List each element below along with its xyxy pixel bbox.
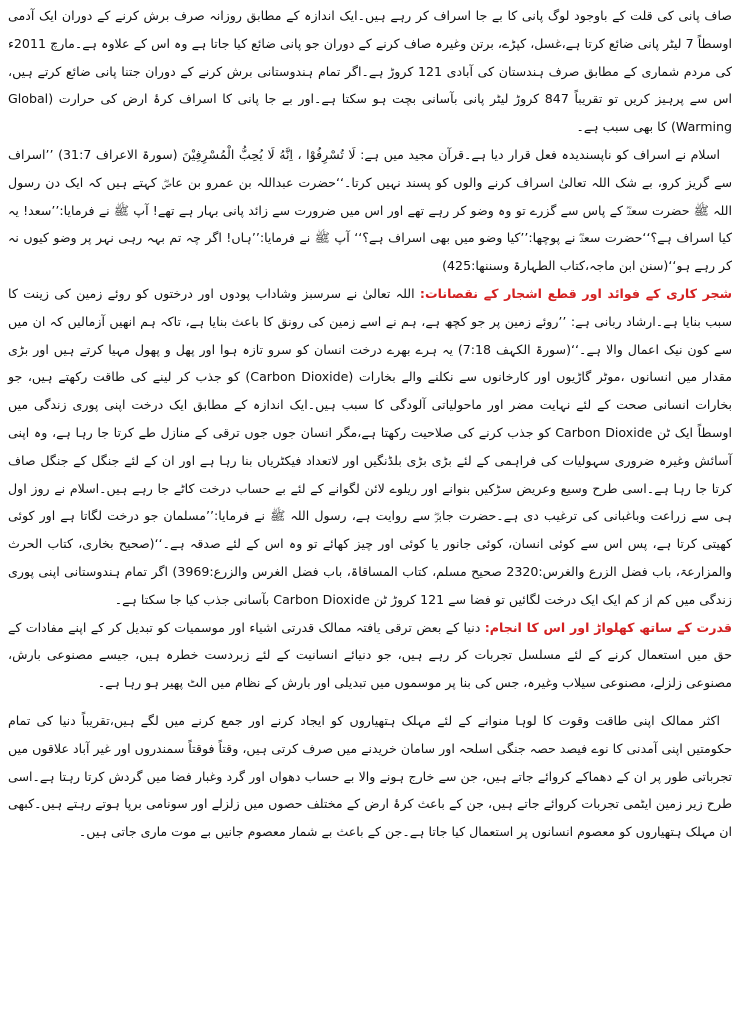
paragraph-trees-benefits: [8, 280, 732, 614]
paragraph-weapons: اکثر ممالک اپنی طاقت وقوت کا لوہا منوانے کے لئے مہلک ہتھیاروں کو ایجاد کرنے اور جمع کرنے میں لگے ہیں،تقریباً دنیا کی تمام حکومتیں اپنی آمدنی کا نوے فیصد حصہ جنگی اسلحہ اور سامان خریدنے میں صرف کرتی ہیں، وقتاً فوقتاً سمندروں اور غیر آباد علاقوں میں تجرباتی طور پر ان کے دھماکے کروائے جاتے ہیں، جن سے خارج ہونے والا بے حساب دھواں اور گرد وغبار فضا میں گردش کرتا رہتا ہے۔اسی طرح زیر زمین ایٹمی تجربات کروائے جاتے ہیں، جن کے باعث کرۂ ارض کے مختلف حصوں میں زلزلے اور سونامی برپا ہوتے رہتے ہیں۔کبھی ان مہلک ہتھیاروں کو معصوم انسانوں پر استعمال کیا جاتا ہے۔جن کے باعث بے شمار معصوم جانیں بے موت ماری جاتی ہیں۔: [8, 712, 732, 840]
paragraph-water-statistics: صاف پانی کی قلت کے باوجود لوگ پانی کا بے جا اسراف کر رہے ہیں۔ایک اندازہ کے مطابق روزانہ صرف برش کرنے کے دوران ایک آدمی اوسطاً 7 لیٹر پانی ضائع کرتا ہے،غسل، کپڑے، برتن وغیرہ صاف کرنے کے دوران جو پانی ضائع کیا جاتا ہے وہ اس کے علاوہ ہے۔مارچ 2011ء کی مردم شماری کے مطابق صرف ہندستان کی آبادی 121 کروڑ ہے۔اگر تمام ہندوستانی برش کرنے کے دوران جتنا پانی ضائع کرتے ہیں، اس سے پرہیز کریں تو تقریباً 847 کروڑ لیٹر پانی بآسانی بچت ہو سکتا ہے۔اور بے جا پانی کا اسراف کرۂ ارض کی حرارت (Global Warming) کا بھی سبب ہے۔: [8, 8, 732, 135]
paragraph-islam-on-waste: اسلام نے اسراف کو ناپسندیدہ فعل قرار دیا ہے۔قرآن مجید میں ہے: لَا تُسْرِفُوْا ، اِنَّهُ لَا يُحِبُّ الْمُسْرِفِيْنَ (سورۃ الاعراف 31:7) ’’اسراف سے گریز کرو، بے شک اللہ تعالیٰ اسراف کرنے والوں کو پسند نہیں کرتا۔‘‘حضرت عبداللہ بن عمرو بن عاصؓ کہتے ہیں کہ ایک دن رسول اللہ ﷺ حضرت سعدؓ کے پاس سے گزرے تو وہ وضو کر رہے تھے اور اس میں ضرورت سے زائد پانی بہار ہے تھے! آپ ﷺ نے فرمایا:’’سعد! یہ کیا اسراف ہے؟‘‘حضرت سعدؓ نے پوچھا:’’کیا وضو میں بھی اسراف ہے؟‘‘ آپ ﷺ نے فرمایا:’’ہاں! اگر چہ تم بہہ رہی نہر پر وضو کیوں نہ کر رہے ہو‘‘(سنن ابن ماجہ،کتاب الطہارۃ وسننھا:425): [8, 146, 732, 274]
paragraph-nature-experiments: [8, 614, 732, 697]
section-nature: [8, 614, 732, 846]
paragraph-nature-body: دنیا کے بعض ترقی یافتہ ممالک قدرتی اشیاء اور موسمیات کو تبدیل کر کے اپنے مفادات کے حق میں استعمال کرنے کے لئے مسلسل تجربات کر رہے ہیں، جو دنیائے انسانیت کے لئے زبردست خطرہ ہیں، جیسے مصنوعی بارش، مصنوعی زلزلے، مصنوعی سیلاب وغیرہ، جس کی بنا پر موسموں میں تبدیلی اور بارش کے نظام میں الٹ پھیر ہو رہا ہے۔: [8, 619, 732, 691]
heading-nature: قدرت کے ساتھ کھلواڑ اور اس کا انجام:: [484, 619, 732, 635]
section-water-waste: [8, 2, 732, 280]
heading-trees: شجر کاری کے فوائد اور قطع اشجار کے نقصانات:: [419, 285, 732, 301]
section-trees: [8, 280, 732, 614]
paragraph-trees-body: اللہ تعالیٰ نے سرسبز وشاداب پودوں اور درختوں کو روئے زمین کی زینت کا سبب بنایا ہے۔ارشاد ربانی ہے: ’’روئے زمین پر جو کچھ ہے، ہم نے اسے زمین کی رونق کا باعث بنایا ہے، تاکہ ہم انھیں آزمالیں کہ ان میں سے کون نیک اعمال والا ہے۔‘‘(سورۃ الکہف 7:18) یہ ہرے بھرے درخت انسان کو سرو تازہ ہوا اور پھل و پھول مہیا کرتے ہیں اور بڑی مقدار میں انسانوں ،موٹر گاڑیوں اور کارخانوں سے نکلنے والے بخارات (Carbon Dioxide) کو جذب کر لینے کی طاقت رکھتے ہیں، جو بخارات انسانی صحت کے لئے نہایت مضر اور ماحولیاتی آلودگی کا سبب ہیں۔ایک اندازہ کے مطابق ایک درخت اپنی پوری زندگی میں اوسطاً ایک ٹن Carbon Dioxide کو جذب کرنے کی صلاحیت رکھتا ہے،مگر انسان جوں جوں ترقی کے منازل طے کرتا جا رہا ہے، وہ اپنی آسائش وغیرہ ضروری سہولیات کی فراہمی کے لئے بڑی بڑی بلڈنگیں اور لاتعداد فیکٹریاں بنا رہا ہے اور ان کے لئے جنگل کے جنگل صاف کرتا جا رہا ہے۔اسی طرح وسیع وعریض سڑکیں بنوانے اور ریلوے لائن لگوانے کے لئے بے حساب درخت کاٹے جا رہے ہیں۔اسلام نے روز اول ہی سے زراعت وباغبانی کی ترغیب دی ہے۔حضرت جابرؓ سے روایت ہے، رسول اللہ ﷺ نے فرمایا:’’مسلمان جو درخت لگاتا ہے اور کوئی کھیتی کرتا ہے، پس اس سے کوئی انسان، کوئی جانور یا کوئی اور چیز کھائے تو وہ اس کے لئے صدقہ ہے۔‘‘(صحیح بخاری، کتاب الحرث والمزارعۃ، باب فضل الزرع والغرس:2320 صحیح مسلم، کتاب المساقاۃ، باب فضل الغرس والزرع:3969) اگر تمام ہندوستانی اپنی پوری زندگی میں کم از کم ایک ایک درخت لگائیں تو فضا سے 121 کروڑ ٹن Carbon Dioxide بآسانی جذب کیا جا سکتا ہے۔: [8, 285, 732, 607]
